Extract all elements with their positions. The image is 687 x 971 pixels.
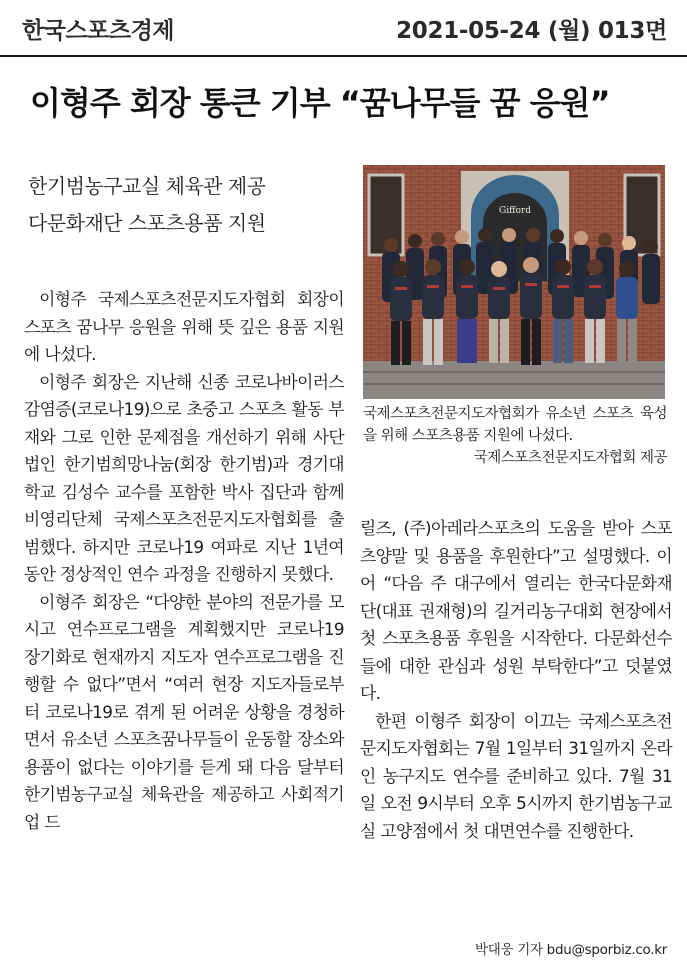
subheadline-1: 한기범농구교실 체육관 제공 [28,174,266,198]
article-headline: 이형주 회장 통큰 기부 “꿈나무들 꿈 응원” [30,84,610,122]
door-sign: Gifford [499,206,531,216]
paragraph: 한편 이형주 회장이 이끄는 국제스포츠전문지도자협회는 7월 1일부터 31일까지 온라인 농구지도 연수를 준비하고 있다. 7월 31일 오전 9시부터 오후 5시까지 한기범농구교실 고양점에서 첫 대면연수를 진행한다. [360,710,672,841]
issue-date-page: 2021-05-24 (월) 013면 [396,18,667,44]
photo-caption [363,403,667,469]
header-rule [0,55,687,57]
byline: 박대웅 기자 bdu@sporbiz.co.kr [475,942,667,958]
subheadlines [28,168,348,242]
article-column-left [24,286,344,836]
paragraph: 이형주 회장은 “다양한 분야의 전문가를 모시고 연수프로그램을 계획했지만 코로나19 장기화로 현재까지 지도자 연수프로그램을 진행할 수 없다”면서 “여러 현장 지도자들로부터 코로나19로 겪게 된 어려운 상황을 경청하면서 유소년 스포츠꿈나무들이 운동할 장소와 용품이 없다는 이야기를 듣게 돼 다음 달부터 한기범농구교실 체육관을 제공하고 사회적기업 드 [24,591,344,832]
paragraph: 릴즈, (주)아레라스포츠의 도움을 받아 스포츠양말 및 용품을 후원한다”고 설명했다. 이어 “다음 주 대구에서 열리는 한국다문화재단(대표 권재형)의 길거리농구대회 현장에서 첫 스포츠용품 후원을 시작한다. 다문화선수들에 대한 관심과 성원 부탁한다”고 덧붙였다. [360,518,672,703]
article-photo [363,165,665,399]
caption-text: 국제스포츠전문지도자협회가 유소년 스포츠 육성을 위해 스포츠용품 지원에 나섰다. [363,406,667,444]
publication-name: 한국스포츠경제 [22,18,175,44]
subheadline-2: 다문화재단 스포츠용품 지원 [28,211,266,235]
photo-credit: 국제스포츠전문지도자협회 제공 [473,450,667,466]
article-column-right [360,515,672,845]
paragraph: 이형주 국제스포츠전문지도자협회 회장이 스포츠 꿈나무 응원을 위해 뜻 깊은 용품 지원에 나섰다. [24,289,344,364]
paragraph: 이형주 회장은 지난해 신종 코로나바이러스 감염증(코로나19)으로 초중고 스포츠 활동 부재와 그로 인한 문제점을 개선하기 위해 사단법인 한기범희망나눔(회장 한기범)과 경기대학교 김성수 교수를 포함한 박사 집단과 함께 비영리단체 국제스포츠전문지도자협회를 출범했다. 하지만 코로나19 여파로 지난 1년여 동안 정상적인 연수 과정을 진행하지 못했다. [24,371,344,584]
